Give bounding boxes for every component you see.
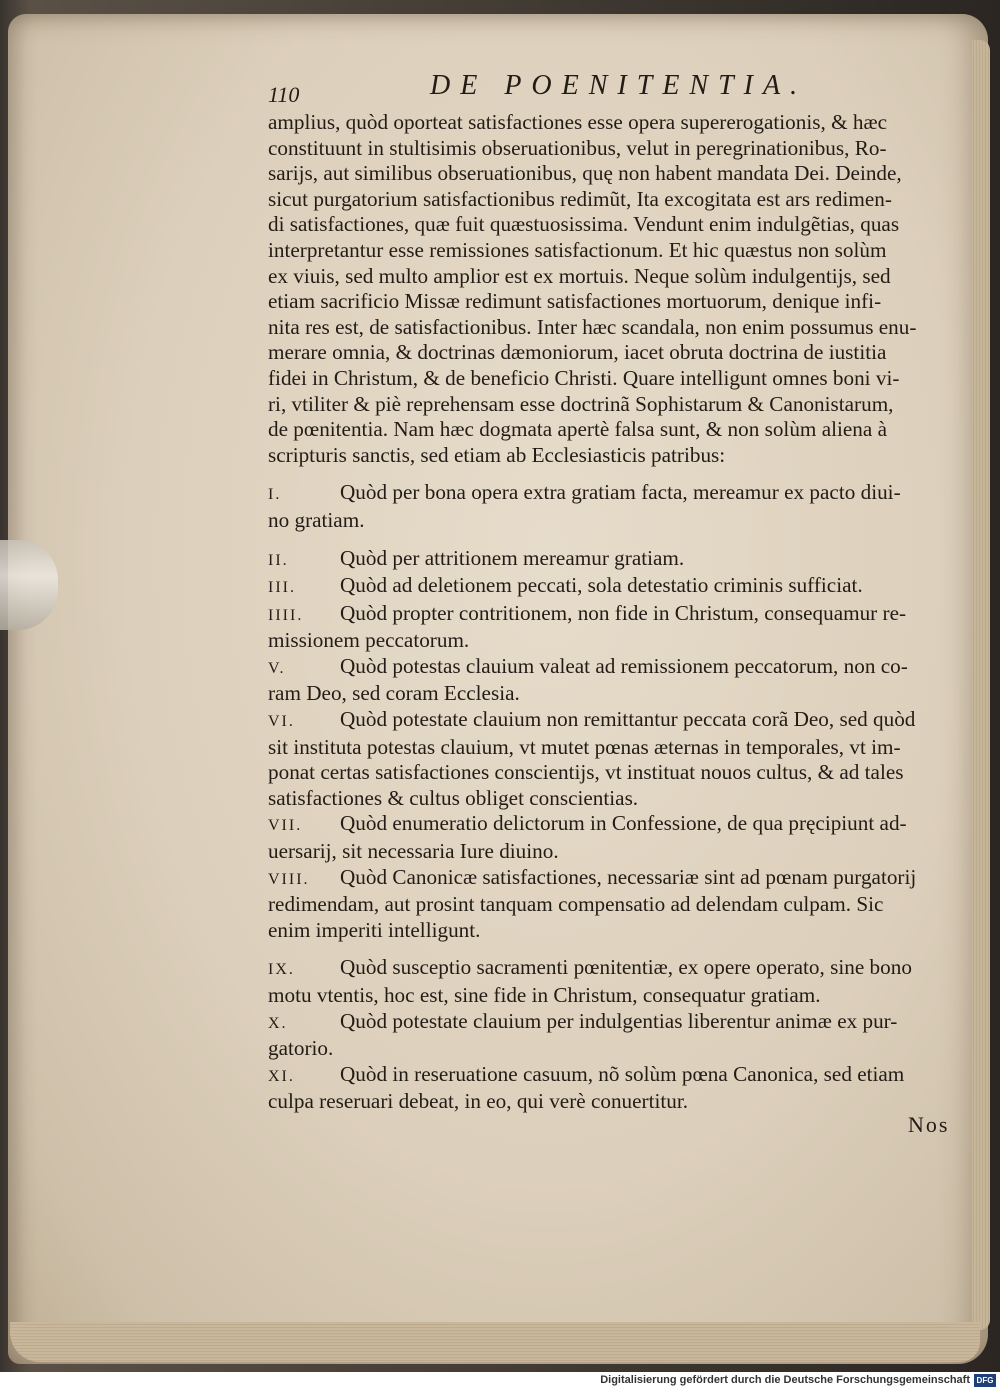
list-item [268, 480, 968, 533]
list-item [268, 1009, 968, 1062]
text-line: de pœnitentia. Nam hæc dogmata apertè falsa sunt, & non solùm aliena à [268, 417, 887, 442]
list-item-text: Quòd Canonicæ satisfactiones, necessariæ sint ad pœnam purgatorij [340, 864, 917, 889]
list-item [268, 1062, 968, 1115]
text-line: scripturis sanctis, sed etiam ab Ecclesiasticis patribus: [268, 442, 726, 467]
text-line: sicut purgatorium satisfactionibus redimũt, Ita excogitata est ars redimen- [268, 186, 892, 211]
list-item-text: Quòd potestas clauium valeat ad remissionem peccatorum, non co- [340, 653, 908, 678]
list-item-line [268, 546, 968, 574]
list-item-line [268, 811, 968, 839]
list-item-line: culpa reseruari debeat, in eo, qui verè conuertitur. [268, 1089, 689, 1114]
footer-credit: Digitalisierung gefördert durch die Deutsche Forschungsgemeinschaft [600, 1374, 970, 1386]
dfg-logo: DFG [974, 1374, 996, 1387]
list-item-line [268, 865, 968, 893]
text-line: interpretantur esse remissiones satisfactionum. Et hic quæstus non solùm [268, 237, 887, 262]
list-item-line [268, 1009, 968, 1037]
list-item-text: Quòd potestate clauium non remittantur peccata corã Deo, sed quòd [340, 707, 916, 732]
list-item-text: Quòd potestate clauium per indulgentias liberentur animæ ex pur- [340, 1008, 898, 1033]
list-numeral: VI. [268, 713, 295, 731]
list-item-line [268, 1062, 968, 1090]
list-numeral: I. [268, 486, 282, 504]
list-numeral: X. [268, 1014, 288, 1032]
page-header [268, 70, 968, 110]
list-item-line: enim imperiti intelligunt. [268, 917, 481, 942]
page-edges-bottom [10, 1322, 980, 1362]
list-item-text: Quòd propter contritionem, non fide in Christum, consequamur re- [340, 600, 907, 625]
text-line: di satisfactiones, quæ fuit quæstuosissima. Vendunt enim indulgẽtias, quas [268, 212, 900, 237]
list-item-text: Quòd per attritionem mereamur gratiam. [340, 545, 685, 570]
list-numeral: IX. [268, 961, 295, 979]
page-edges-right [972, 40, 990, 1330]
list-numeral: III. [268, 579, 296, 597]
list-item [268, 546, 968, 574]
list-item-line [268, 955, 968, 983]
list-item [268, 654, 968, 707]
text-line: merare omnia, & doctrinas dæmoniorum, iacet obruta doctrina de iustitia [268, 340, 887, 365]
page-number: 110 [268, 82, 300, 107]
text-line: ex viuis, sed multo amplior est ex mortuis. Neque solùm indulgentijs, sed [268, 263, 891, 288]
list-item-text: Quòd in reseruatione casuum, nõ solùm pœna Canonica, sed etiam [340, 1061, 905, 1086]
text-line: amplius, quòd oporteat satisfactiones esse opera supererogationis, & hæc [268, 110, 887, 134]
list-numeral: II. [268, 551, 289, 569]
list-item-line [268, 573, 968, 601]
list-item-text: Quòd enumeratio delictorum in Confessione, de qua pręcipiunt ad- [340, 811, 907, 836]
list-item-text: Quòd susceptio sacramenti pœnitentiæ, ex opere operato, sine bono [340, 955, 912, 980]
list-item [268, 811, 968, 864]
numbered-list [268, 480, 968, 1115]
list-numeral: XI. [268, 1067, 295, 1085]
text-line: sarijs, aut similibus obseruationibus, quę non habent mandata Dei. Deinde, [268, 161, 902, 186]
catchword: Nos [908, 1112, 950, 1137]
running-title: DE POENITENTIA. [430, 70, 808, 101]
list-item-line: gatorio. [268, 1036, 334, 1061]
list-item [268, 573, 968, 601]
text-line: constituunt in stultisimis obseruationibus, velut in peregrinationibus, Ro- [268, 135, 887, 160]
list-item-line: missionem peccatorum. [268, 628, 470, 653]
list-item-line: sit instituta potestas clauium, vt mutet pœnas æternas in temporales, vt im- [268, 734, 901, 759]
list-item-text: Quòd ad deletionem peccati, sola detestatio criminis sufficiat. [340, 573, 863, 598]
list-item [268, 865, 968, 944]
list-item-line [268, 480, 968, 508]
list-item-text: Quòd per bona opera extra gratiam facta, mereamur ex pacto diui- [340, 480, 901, 505]
page-content [268, 70, 968, 1115]
list-numeral: IIII. [268, 606, 304, 624]
list-numeral: VII. [268, 817, 303, 835]
list-numeral: V. [268, 659, 286, 677]
list-item-line: ram Deo, sed coram Ecclesia. [268, 681, 520, 706]
list-item [268, 707, 968, 811]
body-paragraph [268, 110, 968, 468]
list-numeral: VIII. [268, 870, 310, 888]
list-item-line [268, 707, 968, 735]
list-item-line: satisfactiones & cultus obliget conscientias. [268, 785, 639, 810]
list-item [268, 601, 968, 654]
list-item-line: ponat certas satisfactiones conscientijs, vt instituat nouos cultus, & ad tales [268, 760, 904, 785]
list-item-line: uersarij, sit necessaria Iure diuino. [268, 839, 559, 864]
list-item-line: redimendam, aut prosint tanquam compensatio ad delendam culpam. Sic [268, 892, 884, 917]
text-line: nita res est, de satisfactionibus. Inter hæc scandala, non enim possumus enu- [268, 314, 917, 339]
text-line: fidei in Christum, & de beneficio Christi. Quare intelligunt omnes boni vi- [268, 365, 900, 390]
text-line: etiam sacrificio Missæ redimunt satisfactiones mortuorum, denique infi- [268, 289, 882, 314]
list-item-line: motu vtentis, hoc est, sine fide in Christum, consequatur gratiam. [268, 983, 821, 1007]
text-line: ri, vtiliter & piè reprehensam esse doctrinã Sophistarum & Canonistarum, [268, 391, 894, 416]
list-item-line: no gratiam. [268, 507, 365, 532]
list-item-line [268, 601, 968, 629]
list-item-line [268, 654, 968, 682]
list-item [268, 955, 968, 1008]
